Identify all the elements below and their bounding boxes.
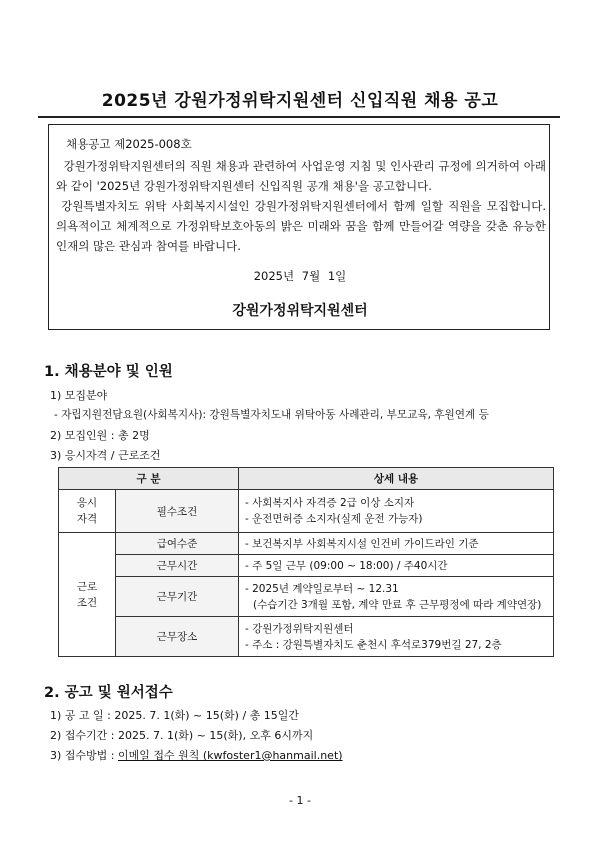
section-2-title: 2. 공고 및 원서접수 (44, 685, 173, 701)
table-header-row (59, 468, 554, 490)
recruit-field-label: 1) 모집분야 (50, 389, 108, 402)
row-label-period: 근무기간 (116, 577, 239, 617)
row-label-location: 근무장소 (116, 617, 239, 657)
recruit-count: 2) 모집인원 : 총 2명 (50, 429, 150, 442)
row-content-period: - 2025년 계약일로부터 ~ 12.31 (수습기간 3개월 포함, 계약 만료 후 근무평정에 따라 계약연장) (239, 577, 554, 617)
row-content-location: - 강원가정위탁지원센터 - 주소 : 강원특별자치도 춘천시 후석로379번길 27, 2층 (239, 617, 554, 657)
table-row (59, 533, 554, 555)
row-label-hours: 근무시간 (116, 555, 239, 577)
notice-number: 채용공고 제2025-008호 (66, 137, 192, 151)
table-row (59, 490, 554, 533)
title-underline (38, 116, 560, 118)
announcement-period: 1) 공 고 일 : 2025. 7. 1(화) ~ 15(화) / 총 15일간 (50, 709, 300, 722)
notice-organization: 강원가정위탁지원센터 (232, 303, 368, 319)
table-row (59, 577, 554, 617)
table-row (59, 617, 554, 657)
email-link[interactable]: 이메일 접수 원칙 (kwfoster1@hanmail.net) (118, 749, 343, 762)
row-content-required: - 사회복지사 자격증 2급 이상 소지자 - 운전면허증 소지자(실제 운전 가능자) (239, 490, 554, 533)
notice-paragraph-2: 강원특별자치도 위탁 사회복지시설인 강원가정위탁지원센터에서 함께 일할 직원을 모집합니다. 의욕적이고 체계적으로 가정위탁보호아동의 밝은 미래와 꿈을 함께 만들어갈 역량을 갖춘 유능한 인재의 많은 관심과 참여를 바랍니다. (56, 199, 546, 253)
table-row (59, 555, 554, 577)
category-qualification: 응시 자격 (59, 490, 116, 533)
category-working-conditions: 근로 조건 (59, 533, 116, 657)
section-1-title: 1. 채용분야 및 인원 (44, 364, 173, 380)
notice-paragraph-1: 강원가정위탁지원센터의 직원 채용과 관련하여 사업운영 지침 및 인사관리 규정에 의거하여 아래와 같이 '2025년 강원가정위탁지원센터 신입직원 공개 채용'을 공고합니다. (56, 159, 546, 193)
row-content-hours: - 주 5일 근무 (09:00 ~ 18:00) / 주40시간 (239, 555, 554, 577)
row-label-salary: 급여수준 (116, 533, 239, 555)
row-content-salary: - 보건복지부 사회복지시설 인건비 가이드라인 기준 (239, 533, 554, 555)
application-period: 2) 접수기간 : 2025. 7. 1(화) ~ 15(화), 오후 6시까지 (50, 729, 314, 742)
notice-date: 2025년 7월 1일 (253, 269, 347, 283)
application-method: 3) 접수방법 : 이메일 접수 원칙 (kwfoster1@hanmail.net) (50, 749, 343, 762)
table-header-content: 상세 내용 (239, 468, 554, 490)
page-number: - 1 - (289, 794, 311, 807)
row-label-required: 필수조건 (116, 490, 239, 533)
requirements-table (58, 467, 554, 657)
page-title: 2025년 강원가정위탁지원센터 신입직원 채용 공고 (101, 91, 499, 111)
table-header-category: 구 분 (59, 468, 239, 490)
qualifications-label: 3) 응시자격 / 근로조건 (50, 449, 161, 462)
recruit-field-detail: - 자립지원전담요원(사회복지사): 강원특별자치도내 위탁아동 사례관리, 부모교육, 후원연계 등 (54, 409, 489, 421)
